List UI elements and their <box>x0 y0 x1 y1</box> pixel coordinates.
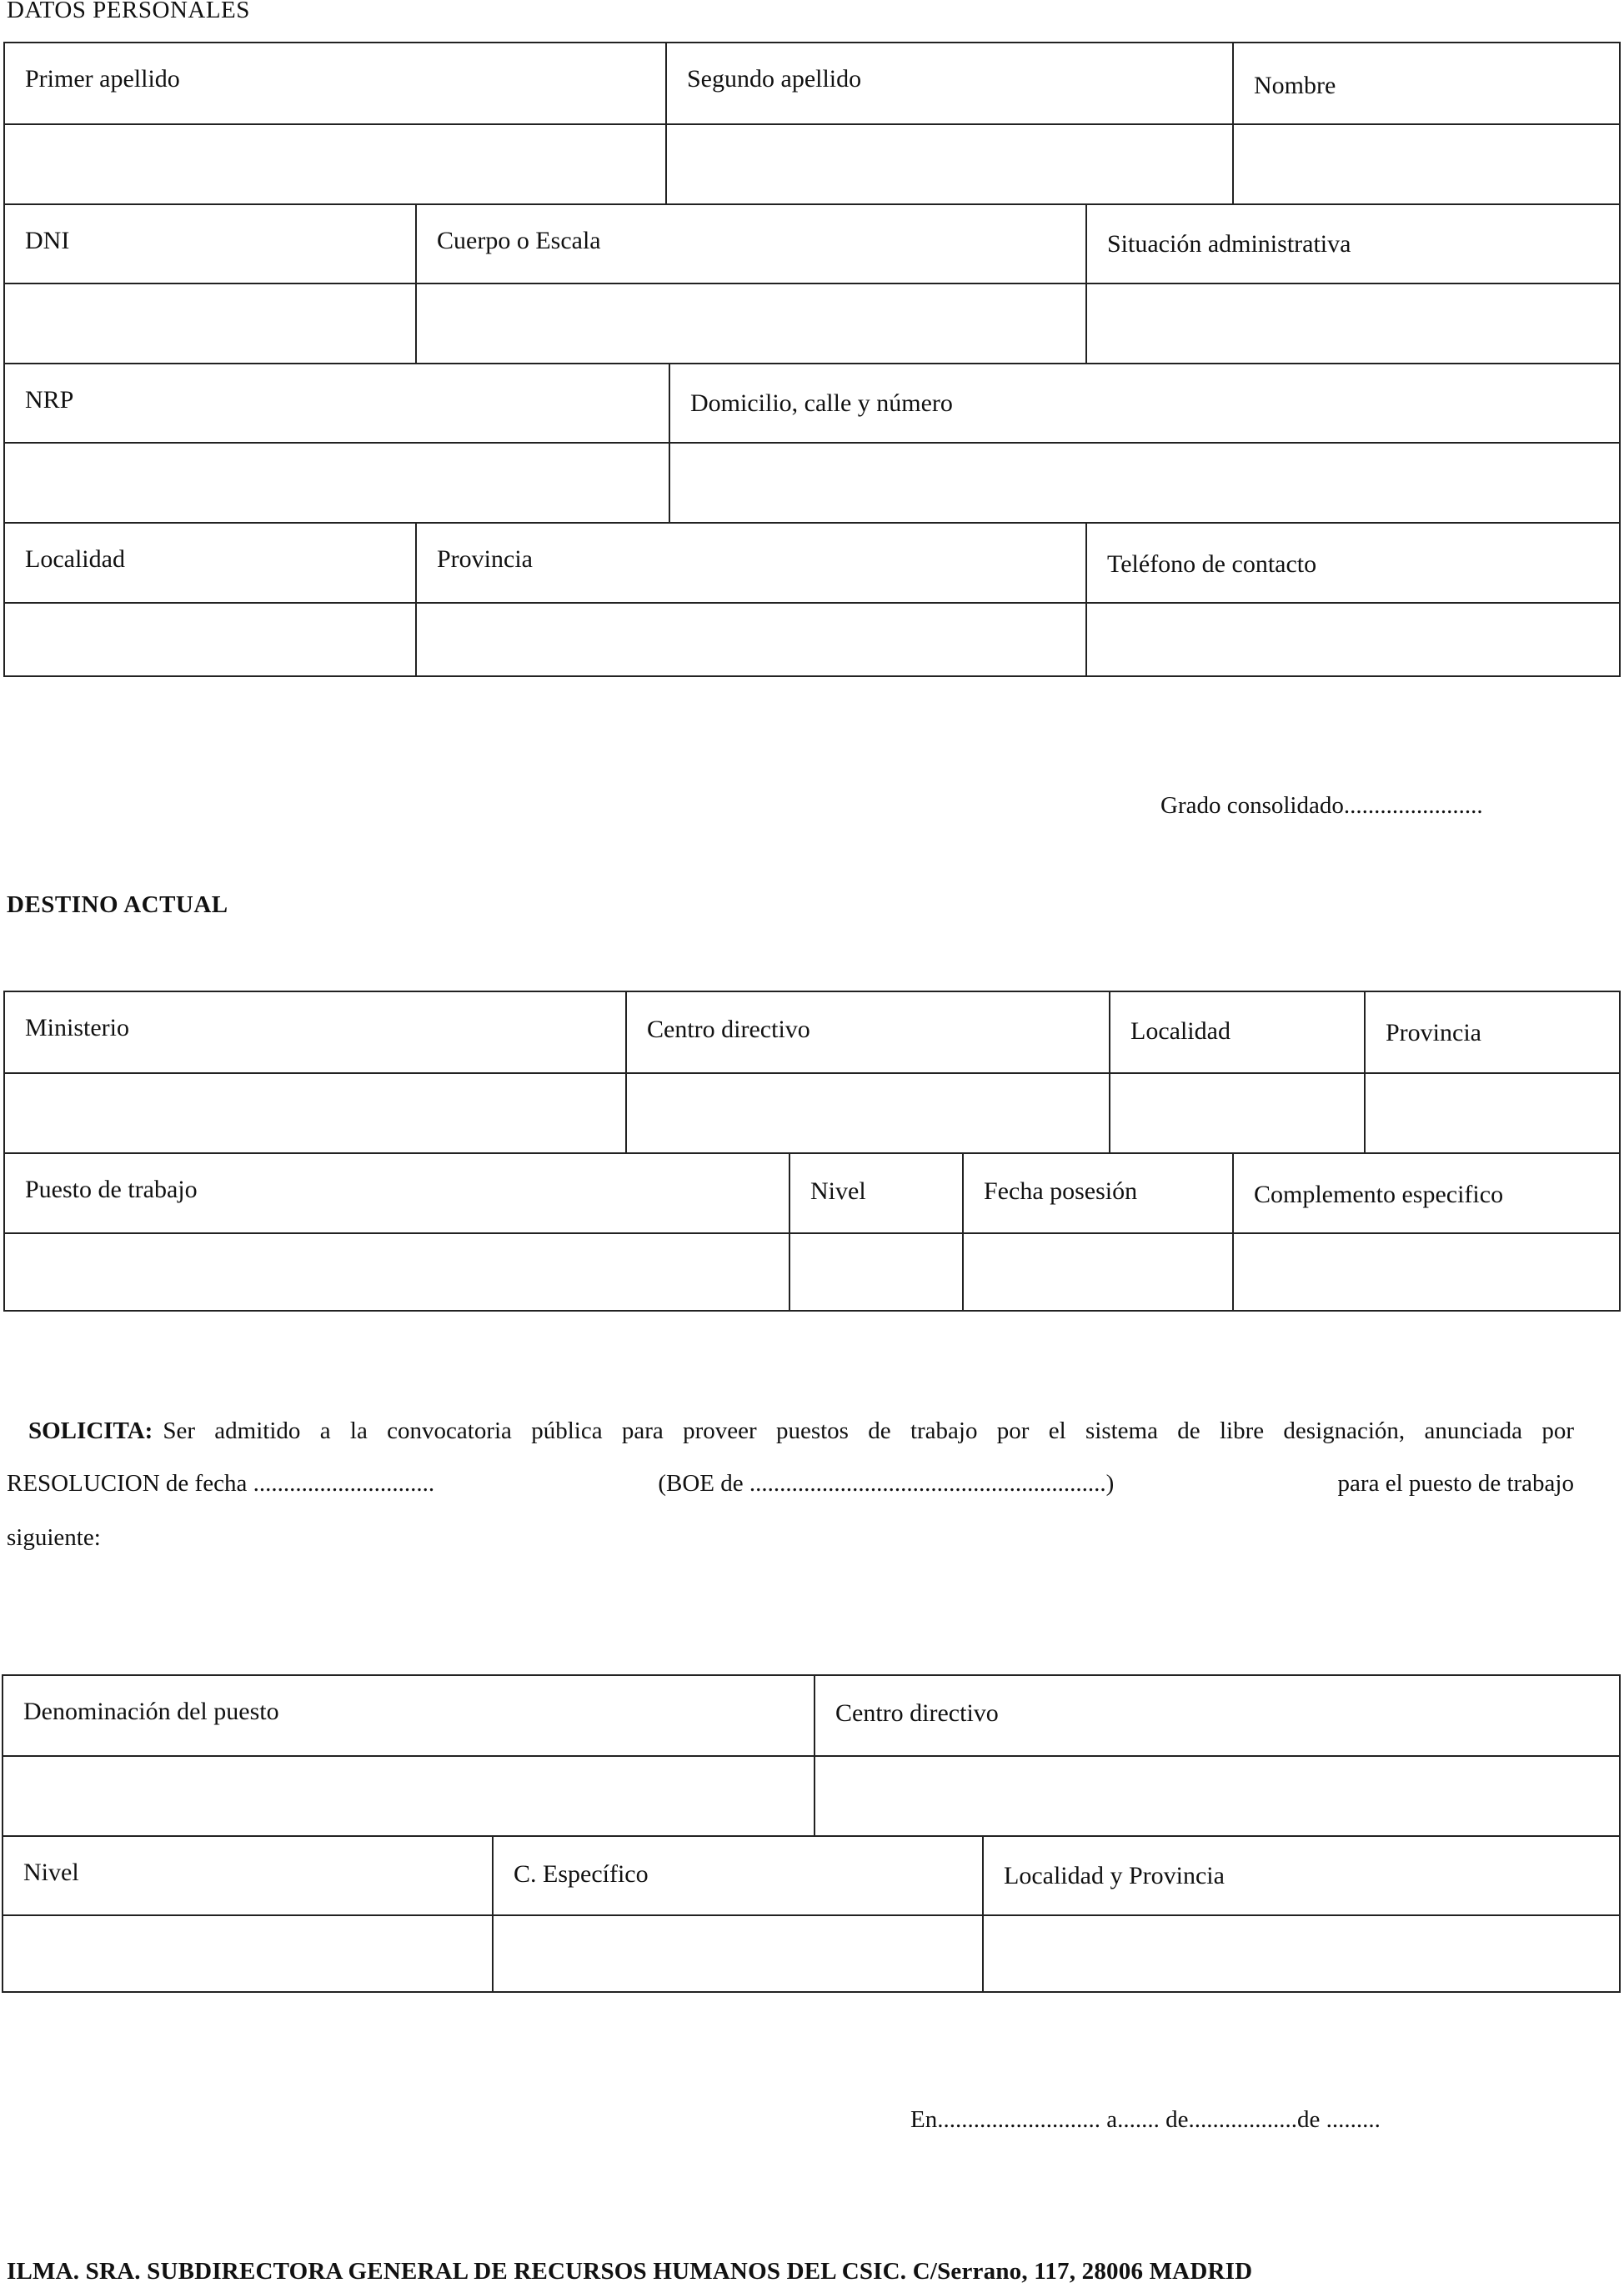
complemento-especifico-field[interactable] <box>1234 1234 1619 1310</box>
table-row <box>5 1232 1619 1310</box>
puesto-trabajo-field[interactable] <box>5 1234 789 1310</box>
nrp-field[interactable] <box>5 444 669 522</box>
primer-apellido-field[interactable] <box>5 125 665 203</box>
nivel-puesto-field[interactable] <box>3 1916 492 1991</box>
label-centro-directivo: Centro directivo <box>647 1016 810 1043</box>
destinatario: ILMA. SRA. SUBDIRECTORA GENERAL DE RECURSOS HUMANOS DEL CSIC. C/Serrano, 117, 28006 MADRID <box>7 2258 1253 2285</box>
table-row <box>5 1072 1619 1152</box>
solicita-lead: SOLICITA: <box>28 1417 153 1444</box>
label-nrp: NRP <box>25 386 74 414</box>
segundo-apellido-field[interactable] <box>667 125 1232 203</box>
label-domicilio: Domicilio, calle y número <box>690 389 953 417</box>
domicilio-field[interactable] <box>670 444 1619 522</box>
label-centro-directivo-puesto: Centro directivo <box>835 1699 999 1727</box>
solicita-text-1: Ser admitido a la convocatoria pública para proveer puestos de trabajo por el sistema de libre designación, anunciada por <box>163 1417 1574 1444</box>
ministerio-field[interactable] <box>5 1074 625 1152</box>
nombre-field[interactable] <box>1234 125 1619 203</box>
section-title-datos-personales: DATOS PERSONALES <box>7 0 250 23</box>
label-primer-apellido: Primer apellido <box>25 65 180 93</box>
label-fecha-posesion: Fecha posesión <box>984 1177 1138 1205</box>
dni-field[interactable] <box>5 284 415 363</box>
lugar-fecha-field[interactable]: En........................... a....... de..................de ......... <box>910 2106 1381 2133</box>
localidad-field[interactable] <box>5 604 415 675</box>
label-provincia: Provincia <box>437 545 533 573</box>
label-c-especifico: C. Específico <box>514 1860 649 1888</box>
label-nombre: Nombre <box>1254 72 1336 99</box>
provincia-field[interactable] <box>417 604 1085 675</box>
section-title-destino-actual: DESTINO ACTUAL <box>7 891 228 918</box>
solicita-text-2: para el puesto de trabajo <box>1337 1470 1574 1497</box>
table-row <box>5 992 1619 1072</box>
datos-personales-table <box>3 42 1621 677</box>
label-nivel-puesto: Nivel <box>23 1859 79 1886</box>
situacion-administrativa-field[interactable] <box>1087 284 1619 363</box>
label-nivel: Nivel <box>810 1177 866 1205</box>
label-telefono-contacto: Teléfono de contacto <box>1107 550 1317 578</box>
grado-consolidado-field[interactable]: Grado consolidado....................... <box>1160 792 1483 819</box>
centro-directivo-field[interactable] <box>627 1074 1109 1152</box>
destino-actual-table <box>3 991 1621 1312</box>
table-row <box>3 1755 1619 1835</box>
centro-directivo-puesto-field[interactable] <box>815 1757 1619 1835</box>
table-row <box>3 1676 1619 1755</box>
label-segundo-apellido: Segundo apellido <box>687 65 862 93</box>
boe-field[interactable]: (BOE de ...........................................................) <box>658 1470 1115 1497</box>
label-situacion-administrativa: Situación administrativa <box>1107 230 1351 258</box>
table-row <box>5 522 1619 602</box>
denominacion-puesto-field[interactable] <box>3 1757 814 1835</box>
puesto-solicitado-table <box>2 1674 1621 1993</box>
resolucion-fecha-field[interactable]: RESOLUCION de fecha .............................. <box>7 1470 435 1497</box>
label-denominacion-puesto: Denominación del puesto <box>23 1698 279 1725</box>
provincia-actual-field[interactable] <box>1366 1074 1619 1152</box>
telefono-contacto-field[interactable] <box>1087 604 1619 675</box>
table-row <box>5 442 1619 522</box>
label-localidad: Localidad <box>25 545 125 573</box>
table-row <box>5 602 1619 675</box>
solicita-line-1 <box>28 1417 1574 1445</box>
table-row <box>5 283 1619 363</box>
table-row <box>5 1152 1619 1232</box>
label-provincia: Provincia <box>1386 1019 1481 1046</box>
label-ministerio: Ministerio <box>25 1014 129 1041</box>
label-puesto-trabajo: Puesto de trabajo <box>25 1176 198 1203</box>
nivel-actual-field[interactable] <box>790 1234 962 1310</box>
label-localidad: Localidad <box>1130 1017 1231 1045</box>
cuerpo-escala-field[interactable] <box>417 284 1085 363</box>
table-row <box>5 43 1619 123</box>
label-dni: DNI <box>25 227 70 254</box>
table-row <box>5 203 1619 283</box>
solicita-text-3: siguiente: <box>7 1524 101 1551</box>
localidad-actual-field[interactable] <box>1110 1074 1364 1152</box>
solicita-line-2 <box>7 1470 1574 1498</box>
label-cuerpo-escala: Cuerpo o Escala <box>437 227 601 254</box>
label-complemento-especifico: Complemento especifico <box>1254 1181 1504 1208</box>
table-row <box>3 1914 1619 1991</box>
table-row <box>5 363 1619 442</box>
localidad-provincia-field[interactable] <box>984 1916 1619 1991</box>
table-row <box>5 123 1619 203</box>
c-especifico-field[interactable] <box>494 1916 982 1991</box>
label-localidad-provincia: Localidad y Provincia <box>1004 1862 1225 1889</box>
fecha-posesion-field[interactable] <box>964 1234 1232 1310</box>
table-row <box>3 1835 1619 1914</box>
